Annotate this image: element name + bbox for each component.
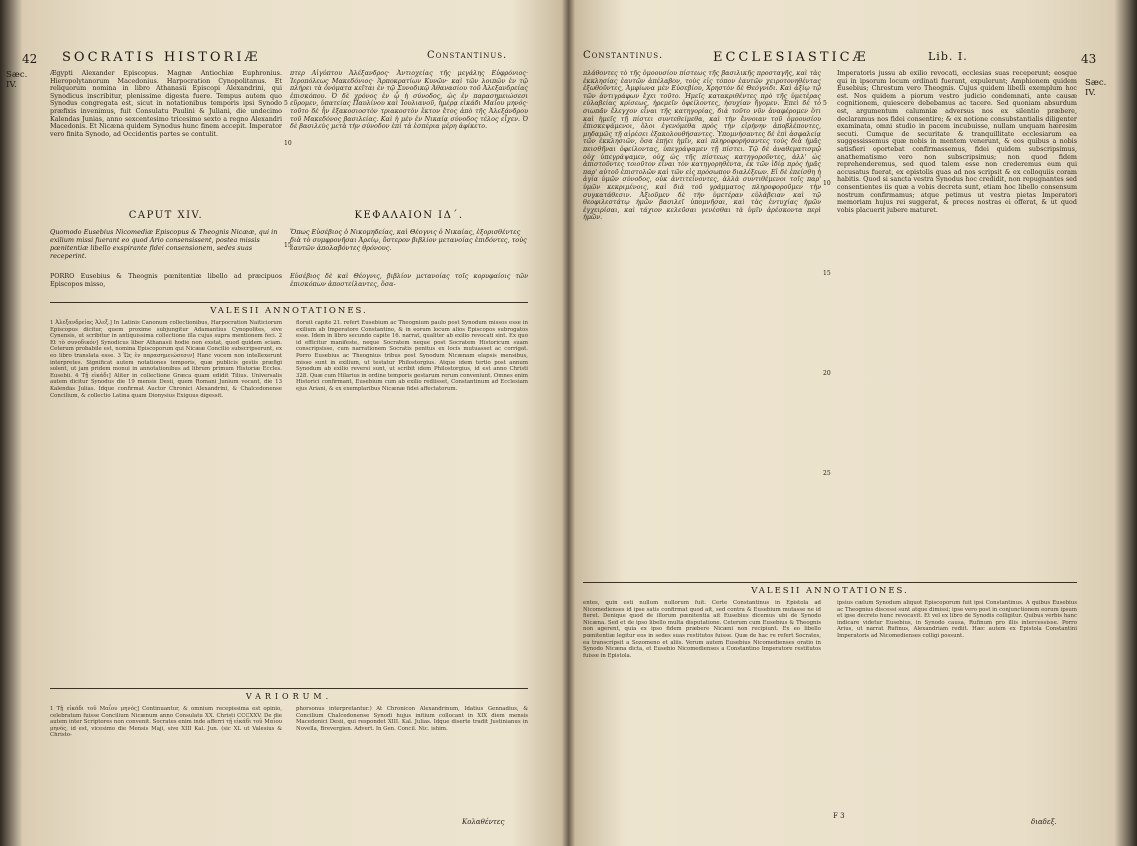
chapter-heading-latin: CAPUT XIV.	[128, 210, 204, 221]
line-number: 5	[284, 100, 288, 107]
running-title: SOCRATIS HISTORIÆ	[62, 50, 261, 65]
line-number: 15	[284, 242, 292, 249]
greek-text-main: πλάθοντες τὸ τῆς ὁμοουσίου πίστεως τῆς βασιλικῆς προσταγῆς, καὶ τὰς ἐκκλησίας ἑαυτῶν ἀπέλαβον, τοὺς εἰς τόπον ἑαυτῶν χειροτονηθέντας ἐξωθοῦντες, Ἀμφίωνα μὲν Εὐσεβίου, Χρηστὸν δὲ Θεόγνιδι. Καὶ ἀξίῳ τῷ τῶν ἀντιγράφων ἔχει τοῦτο. Ἡμεῖς κατακριθέντες πρὸ τῆς ὑμετέρας εὐλαβείας κρίσεως, ἠρεμεῖν ὀφείλοντες, ἡσυχίαν ἤγομεν. Ἐπεὶ δὲ τὸ σιωπᾶν ἔλεγχον εἶναι τῆς κατηγορίας, διὰ τοῦτο νῦν ἀναφέρομεν ὅτι καὶ ἡμεῖς τῇ πίστει συντεθείμεθα, καὶ τὴν ἔννοιαν τοῦ ὁμοουσίου ἐπισκεψάμενοι, ὅλοι ἐγενόμεθα πρὸς τὴν εἰρήνην ἀποβλέποντες, μηδαμῶς τῇ αἱρέσει ἐξακολουθήσαντες. Ὑπομνήσαντες δὲ ἐπὶ ἀσφαλείᾳ τῶν ἐκκλησιῶν, ὅσα ἐπῄει ἡμῖν, καὶ πληροφορήσαντες τοὺς διὰ ἡμᾶς πεισθῆναι ὀφείλοντας, ὑπεγράψαμεν τῇ πίστει. Τῷ δὲ ἀναθεματισμῷ οὐχ ὑπεγράψαμεν, οὐχ ὡς τῆς πίστεως κατηγοροῦντες, ἀλλ' ὡς ἀπιστοῦντες τοιοῦτον εἶναι τὸν κατηγορηθέντα, ἐκ τῶν ἰδίᾳ πρὸς ἡμᾶς παρ' αὐτοῦ ἐπιστολῶν καὶ τῶν εἰς πρόσωπον διαλέξεων. Εἰ δὲ ἐπείσθη ἡ ἁγία ὑμῶν σύνοδος, οὐκ ἀντιτείνοντες, ἀλλὰ συντιθέμενοι τοῖς παρ' ὑμῶν κεκριμένοις, καὶ διὰ τοῦ γράμματος πληροφοροῦμεν τὴν συγκατάθεσιν. Ἀξιοῦμεν δὲ τὴν ὑμετέραν εὐλάβειαν καὶ τῷ θεοφιλεστάτῳ ἡμῶν βασιλεῖ ὑπομνῆσαι, καὶ τὰς ἐντυχίας ἡμῶν ἐγχειρίσαι, καὶ τάχιον κελεῦσαι γενέσθαι τὰ ὑμῖν ἀρέσκοντα περὶ ἡμῶν.	[583, 69, 821, 222]
notes-heading: VALESII ANNOTATIONES.	[751, 586, 909, 596]
notes-column-2: ipsius cælum Synodum aliquot Episcoporum fuit ipsi Constantinus. A quibus Eusebius ac Theognius discessi sunt atque dimissi; ipse vero post in conjunctionem eorum ipsum et ipse decreto hunc revocavit. Et vel ex libro de Synodis colligitur. Quibus verbis hanc indicare videtur Eusebius, in Synodo causa, Rufinum pro illis intercessisse. Porro Arius, ut narrat Rufinus, Alexandriam rediit. Hæc autem ex Epistola Constantini Imperatoris ad Nicomedienses colligi possunt.	[837, 600, 1077, 639]
latin-text-main: Imperatoris jussu ab exilio revocati, ecclesias suas receperunt; eosque qui in ipsorum locum ordinati fuerant, expulerunt; Amphionem quidem Eusebius; Chrestum vero Theognis. Cujus quidem libelli exemplum hoc est. Nos quidem a piorum vestro judicio condemnati, ante causæ cognitionem, quiescere debebamus ac tacere. Sed quoniam absurdum est, argumentum calumniæ adversus nos ex silentio præbere, declaramus nos fidei consentire; & ex notione consubstantialis diligenter examinata, omni studio in pacem incubuisse, nullam unquam hæresim secuti. Cumque de securitate & tranquillitate ecclesiarum ea suggessissemus quæ nobis in mentem venerunt, & eos quibus a nobis satisfieri oportebat confirmassemus, fidei quidem subscripsimus, anathematismo vero non subscripsimus; non quod fidem reprehenderemus, sed quod talem esse non crederemus eum qui accusatus fuerat, ex epistolis quas ad nos scripsit & ex colloquiis coram habitis. Quod si sancta vestra Synodus hoc credidit, non repugnantes sed consentientes iis quæ a vobis decreta sunt, etiam hoc libello consensum nostrum confirmamus; atque petimus ut vestra pietas Imperatori memoriam hujus rei suggerat, & preces nostras ei offerat, & ut quod vobis placuerit jubere maturet.	[837, 69, 1077, 214]
line-number: 25	[823, 470, 831, 477]
catchword: Κολαθέντες	[462, 818, 505, 826]
margin-note-century: Sæc. IV.	[6, 70, 28, 90]
line-number: 5	[823, 100, 827, 107]
greek-text-top: πτερ Αἰγύπτου Ἀλέξανδρος· Ἀντιοχείας τῆς μεγάλης Εὐφρόνιος· Ἱεροπόλεως Μακεδόνιος· Ἁρποκρατίων Κυνῶν· καὶ τῶν λοιπῶν ἐν τῷ πλήρει τὰ ὀνόματα κεῖται ἐν τῷ Συνοδικῷ Ἀθανασίου τοῦ Ἀλεξανδρείας ἐπισκόπου. Ὁ δὲ χρόνος ἐν ᾧ ἡ σύνοδος, ὡς ἐν παρασημειώσεσι εὕρομεν, ὑπατείας Παυλίνου καὶ Ἰουλιανοῦ, ἡμέρᾳ εἰκάδι Μαΐου μηνός· τοῦτο δὲ ἦν ἑξακοσιοστὸν τριακοστὸν ἕκτον ἔτος ἀπὸ τῆς Ἀλεξάνδρου τοῦ Μακεδόνος βασιλείας. Καὶ ἡ μὲν ἐν Νικαίᾳ σύνοδος τέλος εἶχεν. Ὁ δὲ βασιλεὺς μετὰ τὴν σύνοδον ἐπὶ τὰ ἑσπέρια μέρη ἀφίκετο.	[290, 69, 528, 131]
chapter-summary-greek: Ὅπως Εὐσέβιος ὁ Νικομηδείας, καὶ Θέογνις ὁ Νικαίας, ἐξορισθέντες διὰ τὸ συμφρονῆσαι Ἀρείῳ, ὕστερον βιβλίον μετανοίας ἐπιδόντες, τοὺς ἑαυτῶν ἀπολαβόντες θρόνους.	[290, 228, 527, 252]
notes-column-1: 1 Ἀλεξανδρείας Ἀλεξ.] In Latinis Canonum collectionibus, Harpocration Naiticiorum Episcopus dicitur, quem proxime subjungitur Adamantius Cynopolites, sive Cynensis, ut scribitur in antiquissima collectione illa cujus supra mentionem feci. 2 Et τὸ συνοδικόν] Synodicus liber Athanasii hodie non exstat, quod quidem sciam. Ceterum probabile est, nomina Episcoporum qui Nicææ Concilio subscripserunt, ex eo libro translata esse. 3 Ὥς ἐν παρασημειώσεσιν] Hanc vocem non intellexerunt interpretes. Significat autem notationes temporis, quæ publicis gestis præfigi solent, ut jam pridem monui in annotationibus ad librum primum Historiæ Eccles. Eusebii. 4 Τῇ εἰκάδι] Aliter in collectione Græca quam edidit Tilius. Universalis autem dicitur Synodus die 19 mensis Desii, quem Romani Junium vocant, die 13 Kalendas Julias. Idque confirmat Auctor Chronici Alexandrini, & Chalcedonense Concilium, & collectio Latina quam Dionysius Exiguus digessit.	[50, 320, 282, 399]
margin-note-century: Sæc. IV.	[1085, 78, 1107, 98]
notes-column-2: floruit capite 21. refert Eusebium ac Theognium paulo post Synodum missos esse in exilium ab Imperatore Constantino, & in eorum locum alios Episcopos subrogatos esse. Idem in libro secundo capite 16. narrat, qualiter ab exilio revocati sint. Ex quo id efficitur manifeste, neque Socratem neque post Socratem Historicum suam conscripsisse, cum narrationem Socratis penitus ex locis mutuasset ac corrigat. Porro Eusebius ac Theognius tribus post Synodum Nicænam elapsis mensibus, misso sunt in exilium, ut testatur Philostorgius. Atque idem tertio post annum Synodum ab exilio reversi sunt, ut scribit idem Philostorgius, id est anno Christi 328. Quæ cum Hilarius in ordine temporis gestarum rerum conveniunt. Omnes enim Historici confirmant, Eusebium cum ab exilio rediisset, Constantinum ad Ecclesiam ejus Ariani, & ex exemplaribus Nicænæ fidei affectatorum.	[296, 320, 528, 392]
line-number: 10	[823, 180, 831, 187]
page-number: 43	[1081, 52, 1097, 66]
variorum-heading: VARIORUM.	[245, 692, 333, 701]
notes-heading: VALESII ANNOTATIONES.	[210, 306, 368, 316]
divider	[50, 688, 528, 689]
variorum-column-2: phorsonus interpretantur.) At Chronicon Alexandrinum, Idatius Gennadius, & Concilium Chalcedonense Synodi hujus initium collocant in XIX diem mensis Macedonici Desii, qui respondet XIII. Kal. Julias. Idque diserte tradit Justinianus in Novella, Brevergien. Advert. In Gen. Concil. Nic. ishim.	[296, 706, 528, 732]
line-number: 15	[823, 270, 831, 277]
chapter-summary-latin: Quomodo Eusebius Nicomediæ Episcopus & Theognis Nicææ, qui in exilium missi fuerant eo quod Ario consensissent, postea missis pœnitentiæ libello exspirante fidei consensionem, sedes suas receperint.	[50, 228, 278, 260]
running-title-emperor: Constantinus.	[583, 50, 664, 61]
divider	[583, 582, 1077, 583]
latin-text-top: Ægypti Alexander Episcopus. Magnæ Antiochiæ Euphronius. Hieropolytanorum Macedonius. Harpocration Cynopolitanus. Et reliquorum nomina in libro Athanasii Episcopi Alexandrini, qui Synodicus inscribitur, plenissime digesta fuere. Tempus autem quo Synodus congregata est, sicut in notationibus temporis ipsi Synodo præfixis invenimus, fuit Consulatu Paulini & Juliani, die undecimo Kalendas Junias, anno sexcentesimo tricesimo sexto a regno Alexandri Macedonis. Et Nicæna quidem Synodus hunc finem accepit. Imperator vero finita Synodo, ad Occidentis partes se contulit.	[50, 69, 282, 138]
running-title-book: Lib. I.	[928, 50, 968, 63]
page-signature: F 3	[833, 812, 845, 820]
catchword: διαδεξ.	[1031, 818, 1057, 826]
running-title: ECCLESIASTICÆ	[713, 50, 869, 65]
line-number: 10	[284, 140, 292, 147]
page-number: 42	[22, 52, 38, 66]
chapter-heading-greek: ΚΕΦΑΛΑΙΟΝ ΙΔ΄.	[354, 210, 464, 221]
greek-text-chapter: Εὐσέβιος δὲ καὶ Θέογνις, βιβλίον μετανοίας τοῖς κορυφαίοις τῶν ἐπισκόπων ἀποστείλαντες, ὅσα-	[290, 272, 528, 288]
latin-text-chapter: PORRO Eusebius & Theognis pœnitentiæ libello ad præcipuos Episcopos misso,	[50, 272, 282, 288]
left-page	[6, 50, 542, 840]
variorum-column-1: 1 Τῇ εἰκάδι τοῦ Μαΐου μηνός] Continuantur, & omnium recepissima est opinio, celebratum fuisse Concilium Nicænum anno Consulatu XX. Christi CCCXXV. De die autem inter Scriptores non convenit. Socrates enim inde afferri τῇ εἰκάδι τοῦ Μαΐου μηνός, id est, vicesimo die Mensis Maji, sive XIII Kal. Jun. (sic XL ut Valesius & Christo-	[50, 706, 282, 739]
line-number: 20	[823, 370, 831, 377]
running-title-emperor: Constantinus.	[427, 50, 508, 61]
divider	[50, 302, 528, 303]
notes-column-1: entes, quin esti nullum nullorum fuit. Certe Constantinus in Epistola ad Nicomedienses id ipse satis confirmat quod ait, sed contra & Eusebium mutasse ne id fieret. Denique quod de illorum pœnitentia ait Eusebius dicemus ubi de Synodo Nicæna. Sed et de ipso libello multa disputatione. Ceterum cum Eusebius & Theognis non agerent, quia ex ipso fidem præbere Nicæni non recipiunt. Ex eo libello pœnitentiæ legitur eos in sedes suas restitutos fuisse. Quæ de hac re refert Socrates, ea transcripsit a Sozomeno et aliis. Verum autem Eusebius Nicomedienses oratio in Synodo Nicæna dicta, et Eusebio Nicomedienses a Constantino Imperatore restitutos fuisse in Epistola.	[583, 600, 821, 659]
right-page	[583, 50, 1107, 840]
